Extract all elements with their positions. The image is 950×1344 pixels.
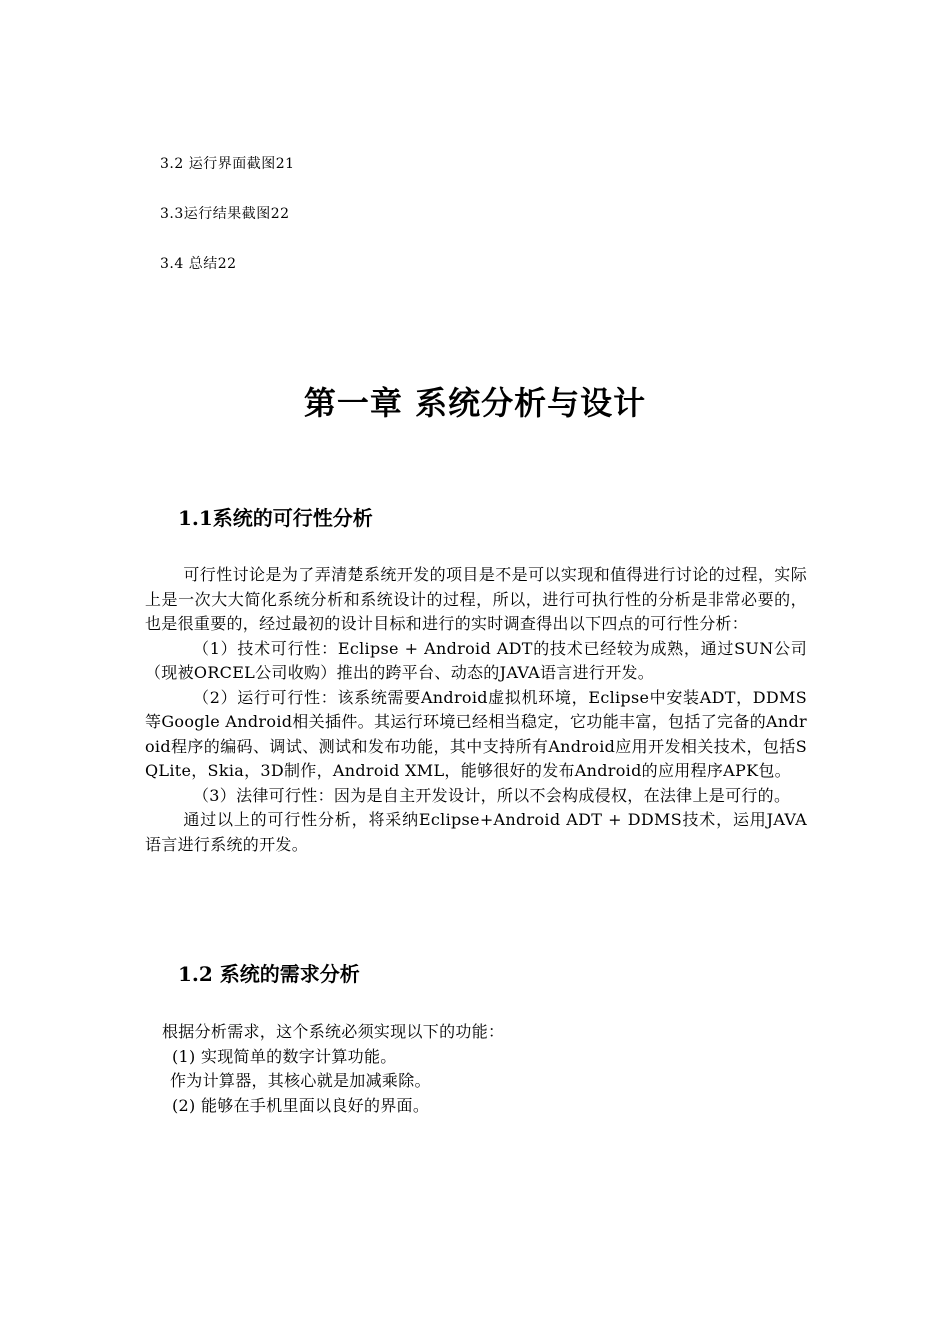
- paragraph-operational-feasibility: （2）运行可行性：该系统需要Android虚拟机环境，Eclipse中安装ADT，DDMS等Google Android相关插件。其运行环境已经相当稳定，它功能丰富，包括了完备的Android程序的编码、调试、测试和发布功能，其中支持所有Android应用开发相关技术，包括SQLite，Skia，3D制作，Android XML，能够很好的发布Android的应用程序APK包。: [145, 687, 807, 780]
- requirements-analysis-body: [160, 1020, 800, 1118]
- toc-entry-3-4: 3.4 总结22: [160, 256, 237, 272]
- requirement-item-1: (1) 实现简单的数字计算功能。: [172, 1046, 397, 1066]
- requirements-intro: 根据分析需求，这个系统必须实现以下的功能：: [162, 1022, 505, 1041]
- section-heading-1-1: 1.1系统的可行性分析: [178, 506, 373, 530]
- chapter-title: 第一章 系统分析与设计: [303, 384, 647, 422]
- toc-entry-3-2: 3.2 运行界面截图21: [160, 156, 295, 172]
- requirement-item-2: (2) 能够在手机里面以良好的界面。: [172, 1095, 430, 1115]
- paragraph-intro: 可行性讨论是为了弄清楚系统开发的项目是不是可以实现和值得进行讨论的过程，实际上是一次大大简化系统分析和系统设计的过程，所以，进行可执行性的分析是非常必要的，也是很重要的，经过最初的设计目标和进行的实时调查得出以下四点的可行性分析：: [145, 565, 807, 633]
- paragraph-legal-feasibility: （3）法律可行性：因为是自主开发设计，所以不会构成侵权，在法律上是可行的。: [193, 785, 791, 805]
- paragraph-technical-feasibility: （1）技术可行性：Eclipse + Android ADT的技术已经较为成熟，通过SUN公司（现被ORCEL公司收购）推出的跨平台、动态的JAVA语言进行开发。: [145, 638, 807, 682]
- requirement-note: 作为计算器，其核心就是加减乘除。: [170, 1071, 431, 1090]
- section-heading-1-2: 1.2 系统的需求分析: [178, 962, 360, 986]
- feasibility-analysis-body: [145, 563, 807, 857]
- paragraph-conclusion: 通过以上的可行性分析，将采纳Eclipse+Android ADT + DDMS技术，运用JAVA语言进行系统的开发。: [145, 810, 807, 854]
- toc-entry-3-3: 3.3运行结果截图22: [160, 206, 290, 222]
